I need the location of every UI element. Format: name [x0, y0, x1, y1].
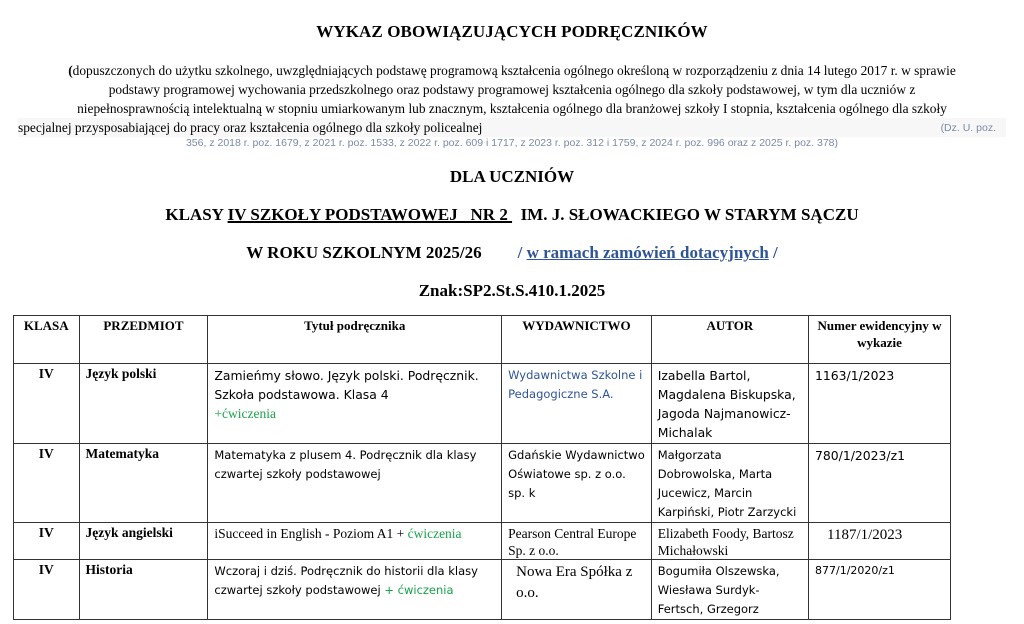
heading-klasy: [0, 205, 1024, 225]
exercises-label: ćwiczenia: [407, 526, 462, 541]
preamble: [18, 61, 1006, 150]
cell-przedmiot: Język polski: [79, 364, 208, 444]
table-row: [14, 364, 951, 444]
slash-close: /: [768, 243, 778, 262]
cell-klasa: IV: [14, 444, 80, 523]
cell-numer: 780/1/2023/z1: [809, 444, 951, 523]
citation-start: (Dz. U. poz.: [940, 122, 996, 134]
citation-end: 356, z 2018 r. poz. 1679, z 2021 r. poz. 1533, z 2022 r. poz. 609 i 1717, z 2023 r. poz. 312 i 1759, z 2024 r. poz. 996 oraz z 2025 r. poz. 378): [185, 137, 839, 149]
preamble-line-1: [18, 61, 1006, 80]
preamble-line-3: niepełnosprawnością intelektualną w stopniu umiarkowanym lub znacznym, kształcenia ogólnego dla branżowej szkoły I stopnia, kształcenia ogólnego dla szkoły: [77, 101, 947, 116]
heading-dla-uczniow: DLA UCZNIÓW: [449, 167, 575, 186]
preamble-line-4: [18, 118, 1006, 137]
preamble-text-4: specjalnej przysposabiającej do pracy oraz kształcenia ogólnego dla szkoły policealnej: [18, 120, 483, 135]
exercises-label: + ćwiczenia: [384, 583, 454, 597]
cell-wydawnictwo: Wydawnictwa Szkolne i Pedagogiczne S.A.: [502, 364, 652, 444]
cell-przedmiot: Historia: [79, 560, 208, 620]
cell-klasa: IV: [14, 364, 80, 444]
cell-przedmiot: Język angielski: [79, 523, 208, 560]
header-przedmiot: PRZEDMIOT: [79, 316, 208, 364]
school-year-text: W ROKU SZKOLNYM 2025/26: [246, 243, 482, 262]
klasy-suffix: IM. J. SŁOWACKIEGO W STARYM SĄCZU: [512, 205, 859, 224]
cell-numer: 1163/1/2023: [809, 364, 951, 444]
subsidized-orders-link[interactable]: w ramach zamówień dotacyjnych: [526, 243, 769, 262]
slash-open: /: [517, 243, 527, 262]
table-row: [14, 444, 951, 523]
header-tytul: Tytuł podręcznika: [208, 316, 502, 364]
tytul-text: Wczoraj i dziś. Podręcznik do historii dla klasy czwartej szkoły podstawowej: [214, 564, 482, 597]
reference-number: Znak:SP2.St.S.410.1.2025: [418, 281, 606, 300]
cell-wydawnictwo: Pearson Central Europe Sp. z o.o.: [502, 523, 652, 560]
header-klasa: KLASA: [14, 316, 80, 364]
cell-autor: Elizabeth Foody, Bartosz Michałowski: [651, 523, 808, 560]
cell-przedmiot: Matematyka: [79, 444, 208, 523]
tytul-text: iSucceed in English - Poziom A1 +: [214, 526, 408, 541]
cell-wydawnictwo: Gdańskie Wydawnictwo Oświatowe sp. z o.o. sp. k: [502, 444, 652, 523]
klasy-school-name: IV SZKOŁY PODSTAWOWEJ NR 2: [227, 205, 513, 224]
klasy-prefix: KLASY: [165, 205, 228, 224]
textbook-table: [13, 315, 951, 620]
cell-autor: Małgorzata Dobrowolska, Marta Jucewicz, Marcin Karpiński, Piotr Zarzycki: [651, 444, 808, 523]
document-title: WYKAZ OBOWIĄZUJĄCYCH PODRĘCZNIKÓW: [316, 22, 708, 41]
table-row: [14, 560, 951, 620]
heading-school-year: [0, 243, 1024, 263]
tytul-text: Zamieńmy słowo. Język polski. Podręcznik. Szkoła podstawowa. Klasa 4: [214, 368, 479, 402]
cell-numer: 877/1/2020/z1: [809, 560, 951, 620]
cell-numer: 1187/1/2023: [809, 523, 951, 560]
header-autor: AUTOR: [651, 316, 808, 364]
cell-wydawnictwo: Nowa Era Spółka z o.o.: [502, 560, 652, 620]
cell-tytul: [208, 560, 502, 620]
header-wydawnictwo: WYDAWNICTWO: [502, 316, 652, 364]
preamble-open-paren: (: [68, 63, 73, 78]
cell-tytul: [208, 523, 502, 560]
table-row: [14, 523, 951, 560]
cell-autor: Izabella Bartol, Magdalena Biskupska, Jagoda Najmanowicz-Michalak: [651, 364, 808, 444]
preamble-line-2: podstawy programowej wychowania przedszkolnego oraz podstawy programowej kształcenia ogólnego dla szkoły podstawowej, w tym dla uczniów z: [108, 82, 916, 97]
exercises-label: +ćwiczenia: [214, 406, 276, 421]
cell-klasa: IV: [14, 560, 80, 620]
header-numer: Numer ewidencyjny w wykazie: [809, 316, 951, 364]
table-header-row: [14, 316, 951, 364]
preamble-text-1: dopuszczonych do użytku szkolnego, uwzględniających podstawę programową kształcenia ogólnego określoną w rozporządzeniu z dnia 14 lutego 2017 r. w sprawie: [72, 63, 956, 78]
cell-autor: Bogumiła Olszewska, Wiesława Surdyk-Fertsch, Grzegorz: [651, 560, 808, 620]
cell-klasa: IV: [14, 523, 80, 560]
cell-tytul: Matematyka z plusem 4. Podręcznik dla klasy czwartej szkoły podstawowej: [208, 444, 502, 523]
cell-tytul: [208, 364, 502, 444]
